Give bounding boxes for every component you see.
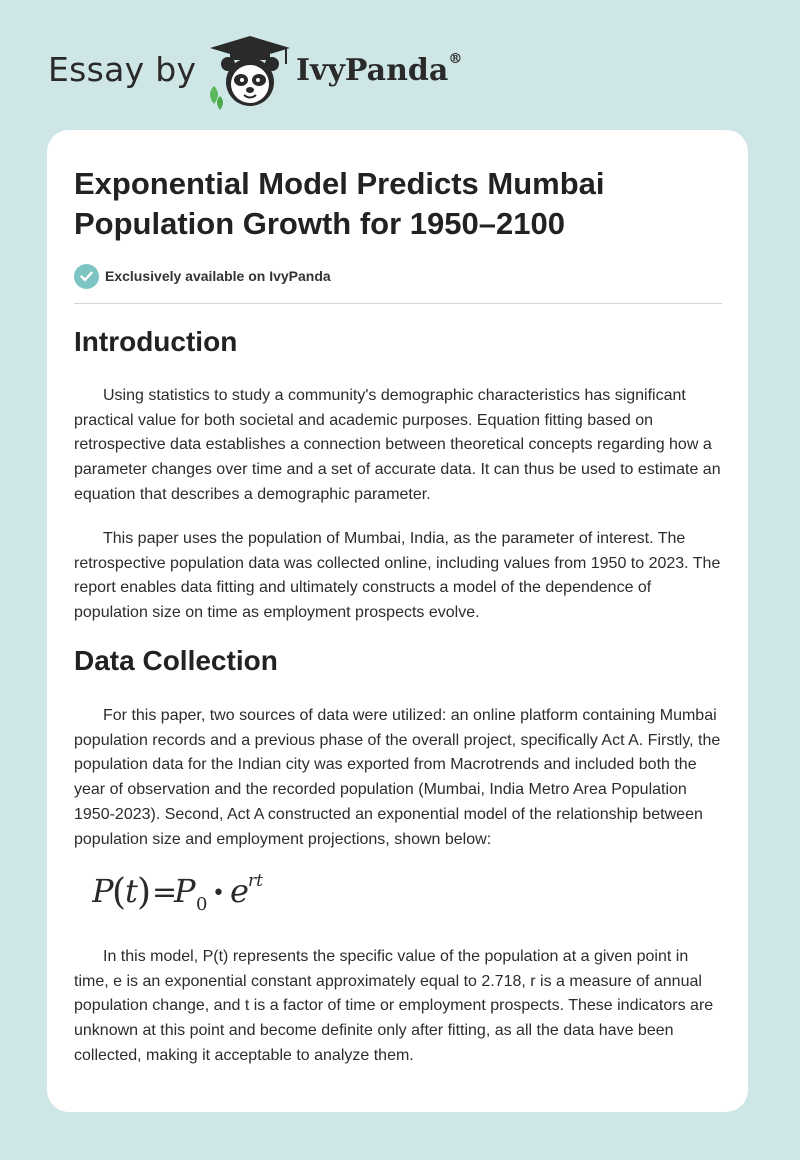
formula-lhs: P <box>92 872 114 910</box>
paragraph: This paper uses the population of Mumbai, India, as the parameter of interest. The retrospective population data was collected online, including values from 1950 to 2023. The report enables data fitting and ultimately constructs a model of the dependence of population size on time as employment prospects evolve. <box>74 530 721 622</box>
section-heading-introduction: Introduction <box>74 326 238 357</box>
title-divider <box>74 303 722 304</box>
section-heading-data-collection: Data Collection <box>74 645 278 676</box>
exponential-formula <box>92 868 292 918</box>
formula-dot: • <box>212 881 225 906</box>
article-title: Exponential Model Predicts Mumbai Population Growth for 1950–2100 <box>74 166 605 241</box>
paragraph: Using statistics to study a community's demographic characteristics has significant practical value for both societal and academic purposes. Equation fitting based on retrospective data establishes a connection between theoretical concepts regarding how a parameter changes over time and a set of accurate data. It can thus be used to estimate an equation that describes a demographic parameter. <box>74 387 721 503</box>
formula-paren-open: ( <box>112 872 127 913</box>
formula-paren-close: ) <box>137 872 152 913</box>
exclusive-badge-label: Exclusively available on IvyPanda <box>105 268 331 284</box>
exclusive-badge <box>74 263 331 289</box>
brand-name: IvyPanda® <box>296 51 463 88</box>
paragraph: In this model, P(t) represents the specific value of the population at a given point in time, e is an exponential constant approximately equal to 2.718, r is a measure of annual population change, and t is a factor of time or employment prospects. These indicators are unknown at this point and become definite only after fitting, as all the data have been collected, making it acceptable to analyze them. <box>74 948 714 1064</box>
article-card <box>47 130 748 1112</box>
formula-arg: t <box>125 872 138 910</box>
formula-base: e <box>230 872 249 910</box>
registered-mark: ® <box>448 51 463 67</box>
paragraph: For this paper, two sources of data were utilized: an online platform containing Mumbai population records and a previous phase of the overall project, specifically Act A. Firstly, the population data for the Indian city was exported from Macrotrends and included both the year of observation and the recorded population (Mumbai, India Metro Area Population 1950-2023). Second, Act A constructed an exponential model of the relationship between population size and employment projections, shown below: <box>74 707 721 848</box>
site-header <box>0 0 800 130</box>
panda-logo-icon[interactable] <box>200 34 300 110</box>
formula-equals: = <box>152 875 178 910</box>
formula-exponent: rt <box>248 871 263 891</box>
check-icon <box>74 264 99 289</box>
formula-coef: P <box>174 872 196 910</box>
brand-prefix: Essay by <box>48 50 197 89</box>
formula-coef-subscript: 0 <box>196 894 208 915</box>
